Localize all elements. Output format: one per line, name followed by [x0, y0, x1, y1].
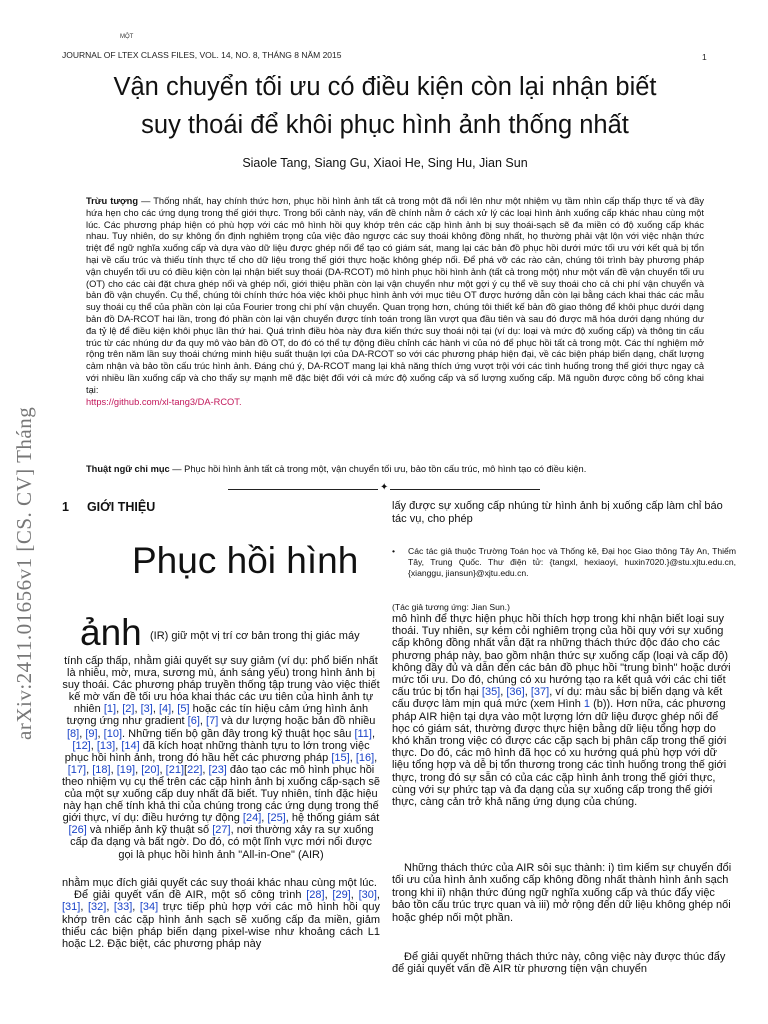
citation-link[interactable]: 1: [583, 698, 591, 711]
text-run: Để giải quyết vấn đề AIR, một số công trình: [74, 889, 307, 902]
citation-link[interactable]: [12]: [72, 739, 91, 752]
text-run: đã kích hoạt những thành tựu to lớn trong việc phục hồi hình ảnh, trong đó hầu hết các phương pháp: [64, 739, 370, 764]
citation-link[interactable]: [15]: [331, 751, 350, 764]
footnote-affiliation: Các tác giả thuộc Trường Toán học và Thống kê, Đại học Giao thông Tây An, Thiểm Tây, Trung Quốc. Thư điện tử: {tangxl, hexiaoyi, huxin7020.}@stu.xjtu.edu.cn, {xianggu, jiansun}@xjtu.edu.cn.: [408, 546, 736, 578]
code-link[interactable]: https://github.com/xl-tang3/DA-RCOT.: [86, 396, 242, 407]
citation-link[interactable]: [20]: [141, 763, 160, 776]
text-run: ,: [110, 763, 117, 776]
text-run: và dư lượng hoặc bản đồ nhiều: [218, 715, 376, 728]
paragraph-end: nhằm mục đích giải quyết các suy thoái khác nhau cùng một lúc.: [62, 877, 377, 889]
text-run: ,: [376, 889, 380, 902]
text-run: ,: [97, 727, 104, 740]
text-run: và nhiếp ảnh kỹ thuật số: [86, 824, 213, 837]
citation-link[interactable]: [13]: [96, 739, 116, 752]
text-run: hoặc các tín hiệu cảm ứng hình ảnh tượng ứng như gradient: [66, 703, 369, 728]
challenges-paragraph: Những thách thức của AIR sôi sục thành: i) tìm kiếm sự chuyển đổi tối ưu của hình ảnh xuống cấp không đồng nhất thành hình ảnh sạch trong khi ii) nhận thức đúng ngữ nghĩa xuống cấp và thúc đẩy việc bảo tồn cấu trúc trực quan và iii) mở rộng đến dữ liệu không ghép nối hoặc ghép nối một phần.: [392, 862, 732, 924]
citation-link[interactable]: [2]: [122, 703, 135, 716]
text-run: , ví dụ: màu sắc bị biến dạng và kết cấu được làm mịn quá mức (xem Hình: [392, 686, 723, 711]
text-run: , hệ thống giám sát: [285, 812, 380, 825]
author-list: Siaole Tang, Siang Gu, Xiaoi He, Sing Hu, Jian Sun: [242, 156, 528, 170]
text-run: ,: [261, 812, 268, 825]
citation-link[interactable]: [4]: [158, 703, 172, 716]
index-terms-label: Thuật ngữ chỉ mục: [86, 464, 170, 474]
text-run: ,: [324, 889, 333, 902]
citation-link[interactable]: [9]: [85, 727, 98, 740]
intro-paragraph-3: [392, 613, 736, 808]
citation-link[interactable]: [6]: [187, 715, 200, 728]
citation-link[interactable]: [10]: [103, 727, 123, 740]
index-terms: [86, 464, 704, 474]
index-terms-text: — Phục hồi hình ảnh tất cả trong một, vận chuyển tối ưu, bảo tồn cấu trúc, mô hình tạo có điều kiện.: [169, 464, 587, 474]
text-run: ,: [135, 763, 142, 776]
text-run: trực tiếp phù hợp với các mô hình hồi quy khớp trên các cặp hình ảnh sạch sẽ xuống cấp đa miền, giảm thiểu các biện pháp biến dạng pixel-wise như khoảng cách L1 hoặc L2. Đặc biệt, các phương pháp này: [62, 901, 380, 951]
citation-link[interactable]: [23]: [208, 763, 227, 776]
abstract-text: — Thống nhất, hay chính thức hơn, phục hồi hình ảnh tất cả trong một đã nổi lên như một nhiệm vụ tầm nhìn cấp thấp thực tế và đầy hứa hẹn cho các ứng dụng trong thế giới thực. Trong bối cảnh này, vấn đề chính nằm ở cách xử lý các loại hình ảnh xuống cấp khác nhau cùng một lúc. Các phương pháp hiện có phù hợp với các mô hình hồi quy khớp trên các cặp hình ảnh bị suy thoái-sạch sẽ đa miền có độ xuống cấp khác nhau. Tuy nhiên, do sự không ổn định nghiêm trọng của việc đảo ngược các suy thoái không đồng nhất, họ thường phải vật lộn với việc nhận thức triệt để ngữ nghĩa xuống cấp và dựa vào dữ liệu được ghép nối để tạo có giám sát, mang lại các bản đồ phục hồi dưới mức tối ưu với kết quả bị tổn hại về cấu trúc và thiếu tính thực tế cho dữ liệu trong thế giới thực hoặc không ghép nối. Để phá vỡ các rào cản, chúng tôi trình bày phương pháp vận chuyển tối ưu có điều kiện còn lại nhận biết suy thoái (DA-RCOT) mô hình phục hồi hình ảnh (tất cả trong một) như một vấn đề vận chuyển tối ưu (OT) cho các cài đặt chưa ghép nối và ghép nối, giới thiệu phần còn lại vận chuyển như một gợi ý cụ thể về suy thoái cho cả chi phí vận chuyển và bản đồ vận chuyển. Cụ thể, chúng tôi chính thức hóa việc khôi phục hình ảnh với mục tiêu OT được hướng dẫn còn lại bằng cách khai thác các mẫu suy thoái cụ thể của phần còn lại của Fourier trong chi phí vận chuyển. Quan trọng hơn, chúng tôi thiết kế bản đồ giao thông để khôi phục dưới dạng bản đồ DA-RCOT hai lần, trong đó phần còn lại vận chuyển được tính toán trong lần vượt qua đầu tiên và sau đó được mã hóa dưới dạng nhúng dư đa tỷ lệ để điều kiện khôi phục lần thứ hai. Quá trình điều hòa này đưa kiến thức suy thoái nội tại (ví dụ: loại và mức độ xuống cấp) và thông tin cấu trúc từ các nhúng dư đa quy mô vào bản đồ OT, do đó có thể tự động điều chỉnh các hành vi của nó để phục hồi tất cả trong một. Các thí nghiệm mở rộng trên năm lần suy thoái chứng minh hiệu suất thuận lợi của DA-RCOT so với các phương pháp hiện đại, về các biện pháp biến dạng, chất lượng cảm nhận và bảo tồn cấu trúc hình ảnh. Đáng chú ý, DA-RCOT mang lại khả năng thích ứng vượt trội với các tình huống trong thế giới thực ngay cả với nhiều lần xuống cấp và cho thấy sự mạnh mẽ đặc biệt đối với cả mức độ xuống cấp và số lượng xuống cấp. Mã nguồn được công bố công khai tại:: [86, 196, 704, 395]
citation-link[interactable]: [37]: [530, 686, 550, 699]
text-run: ,: [132, 901, 140, 914]
text-run: ,: [86, 763, 93, 776]
text-run: ,: [374, 751, 378, 764]
intro-paragraph-3-body: [392, 613, 736, 808]
text-run: ,: [90, 739, 97, 752]
text-run: ,: [202, 763, 209, 776]
footnote-bullet: •: [392, 546, 396, 556]
citation-link[interactable]: [30]: [358, 889, 377, 902]
dropcap-tail: (IR) giữ một vị trí cơ bản trong thị giác máy: [150, 630, 360, 642]
section-heading: [62, 500, 155, 514]
citation-link[interactable]: [11]: [354, 727, 372, 740]
right-column-top: lấy được sự xuống cấp nhúng từ hình ảnh bị xuống cấp làm chỉ báo tác vụ, cho phép: [392, 500, 723, 525]
text-run: ,: [152, 703, 159, 716]
text-run: ,: [115, 739, 122, 752]
citation-link[interactable]: [27]: [212, 824, 231, 837]
citation-link[interactable]: [36]: [506, 686, 525, 699]
intro-paragraph-4: [392, 862, 736, 924]
citation-link[interactable]: [16]: [355, 751, 375, 764]
intro-paragraph-1: [62, 655, 380, 861]
citation-link[interactable]: [18]: [92, 763, 111, 776]
citation-link[interactable]: [33]: [113, 901, 133, 914]
citation-link[interactable]: [3]: [140, 703, 153, 716]
section-number: 1: [62, 500, 69, 514]
citation-link[interactable]: [32]: [87, 901, 107, 914]
text-run: ,: [134, 703, 141, 716]
intro-paragraph-1-end: [62, 877, 380, 950]
text-run: ,: [349, 751, 356, 764]
journal-header: JOURNAL OF LTEX CLASS FILES, VOL. 14, NO. 8, THÁNG 8 NĂM 2015: [62, 50, 342, 60]
text-run: ,: [371, 727, 376, 740]
arxiv-sidebar: [12, 406, 36, 760]
citation-link[interactable]: [26]: [68, 824, 87, 837]
arxiv-identifier: arXiv:2411.01656v1 [CS. CV] Tháng: [12, 406, 36, 740]
text-run: ,: [171, 703, 178, 716]
citation-link[interactable]: [7]: [206, 715, 219, 728]
text-run: đảo tạo các mô hình phục hồi theo nhiệm vụ cụ thể trên các cặp hình ảnh bị xuống cấp-sạch sẽ của một sự xuống cấp duy nhất đã biết. Tuy nhiên, tính đặc hiệu này hạn chế tính khả thi của chúng trong các ứng dụng trong thế giới thực, ví dụ: điều hướng tự động: [62, 763, 380, 825]
citation-link[interactable]: [28]: [306, 889, 325, 902]
citation-link[interactable]: [24]: [242, 812, 262, 825]
citation-link[interactable]: [19]: [116, 763, 136, 776]
text-run: ,: [159, 763, 166, 776]
citation-link[interactable]: [29]: [332, 889, 351, 902]
citation-link[interactable]: 22]: [187, 763, 203, 776]
citation-link[interactable]: [31]: [62, 901, 81, 914]
citation-link[interactable]: [21]: [165, 763, 185, 776]
citation-link[interactable]: [8]: [66, 727, 80, 740]
citation-link[interactable]: [1]: [103, 703, 117, 716]
intro-paragraph-1-body: [62, 655, 380, 861]
section-title: GIỚI THIỆU: [86, 500, 156, 514]
citation-link[interactable]: [17]: [67, 763, 87, 776]
title-line-1: Vận chuyển tối ưu có điều kiện còn lại nhận biết: [113, 73, 657, 101]
abstract: [86, 196, 704, 408]
text-run: ,: [524, 686, 531, 699]
text-run: ,: [500, 686, 507, 699]
approach-paragraph: Để giải quyết những thách thức này, công việc này được thúc đẩy để giải quyết vấn đề AIR từ phương tiện vận chuyển: [392, 951, 726, 976]
text-run: , nơi thường xảy ra sự xuống cấp đa dạng và bất ngờ. Do đó, có một lĩnh vực mới nổi được gọi là phục hồi hình ảnh "All-in-One" (AIR): [70, 824, 374, 861]
citation-link[interactable]: [5]: [177, 703, 190, 716]
text-run: ,: [106, 901, 114, 914]
intro-paragraph-5: [392, 951, 736, 976]
header-mark: MỘT: [120, 34, 134, 40]
text-run: (b)). Hơn nữa, các phương pháp AIR hiện tại dựa vào một lượng lớn dữ liệu được ghép nối để học có giám sát, thường được thực hiện bằng dữ liệu tổng hợp do khó khăn trong việc có được các cặp sạch bị phân cấp trong thế giới thực. Do đó, các mô hình đã học có xu hướng quá phù hợp với dữ liệu tổng hợp và dễ bị tổn thương trong các tình huống trong thế giới thực, trong đó sự sẵn có của các cặp hình ảnh trong thế giới thực, cùng với sự phức tạp và đa dạng của sự xuống cấp trong thế giới thực, càng cản trở khả năng ứng dụng của chúng.: [392, 698, 727, 809]
text-run: tính cấp thấp, nhằm giải quyết sự suy giảm (ví dụ: phổ biến nhất là nhiễu, mờ, mưa, sương mù, ánh sáng yếu) trong hình ảnh bị suy thoái. Các phương pháp truyền thống tập trung vào việc thiết kế mờ vấn đề tối ưu hóa khai thác các ưu tiên của hình ảnh tự nhiên: [62, 655, 380, 716]
text-run: ,: [116, 703, 123, 716]
abstract-label: Trừu tượng: [86, 196, 139, 206]
text-run: ,: [350, 889, 359, 902]
citation-link[interactable]: [25]: [267, 812, 286, 825]
intro-paragraph-2: [62, 889, 380, 950]
paper-title: [40, 68, 730, 144]
footnote-corresponding: (Tác giả tương ứng: Jian Sun.): [392, 602, 510, 612]
text-run: mô hình để thực hiện phục hồi thích hợp trong khi nhận biết loại suy thoái. Tuy nhiên, sự kém cỏi nghiêm trọng của hồi quy với sự xuống cấp không đồng nhất vẫn đặt ra những thách thức độc đáo cho các phương pháp này, bao gồm nhận thức sự xuống cấp (loại và cấp độ) không đầy đủ và dẫn đến các bản đồ phục hồi "trung bình" hoặc dưới mức tối ưu. Do đó, chúng có xu hướng tạo ra kết quả với các chi tiết cấu trúc bị tổn hại: [392, 613, 731, 699]
text-run: ,: [199, 715, 207, 728]
page-number: 1: [702, 52, 707, 62]
text-run: . Những tiến bộ gần đây trong kỹ thuật học sâu: [122, 727, 355, 740]
title-line-2: suy thoái để khôi phục hình ảnh thống nhất: [141, 111, 629, 139]
text-run: [: [184, 763, 188, 776]
dropcap-line-1: Phục hồi hình: [132, 540, 359, 581]
divider-star-icon: ✦: [380, 482, 389, 493]
text-run: ,: [79, 727, 86, 740]
citation-link[interactable]: [35]: [481, 686, 501, 699]
citation-link[interactable]: [34]: [139, 901, 159, 914]
dropcap-line-2: ảnh: [80, 612, 142, 653]
citation-link[interactable]: [14]: [121, 739, 140, 752]
text-run: ,: [80, 901, 88, 914]
